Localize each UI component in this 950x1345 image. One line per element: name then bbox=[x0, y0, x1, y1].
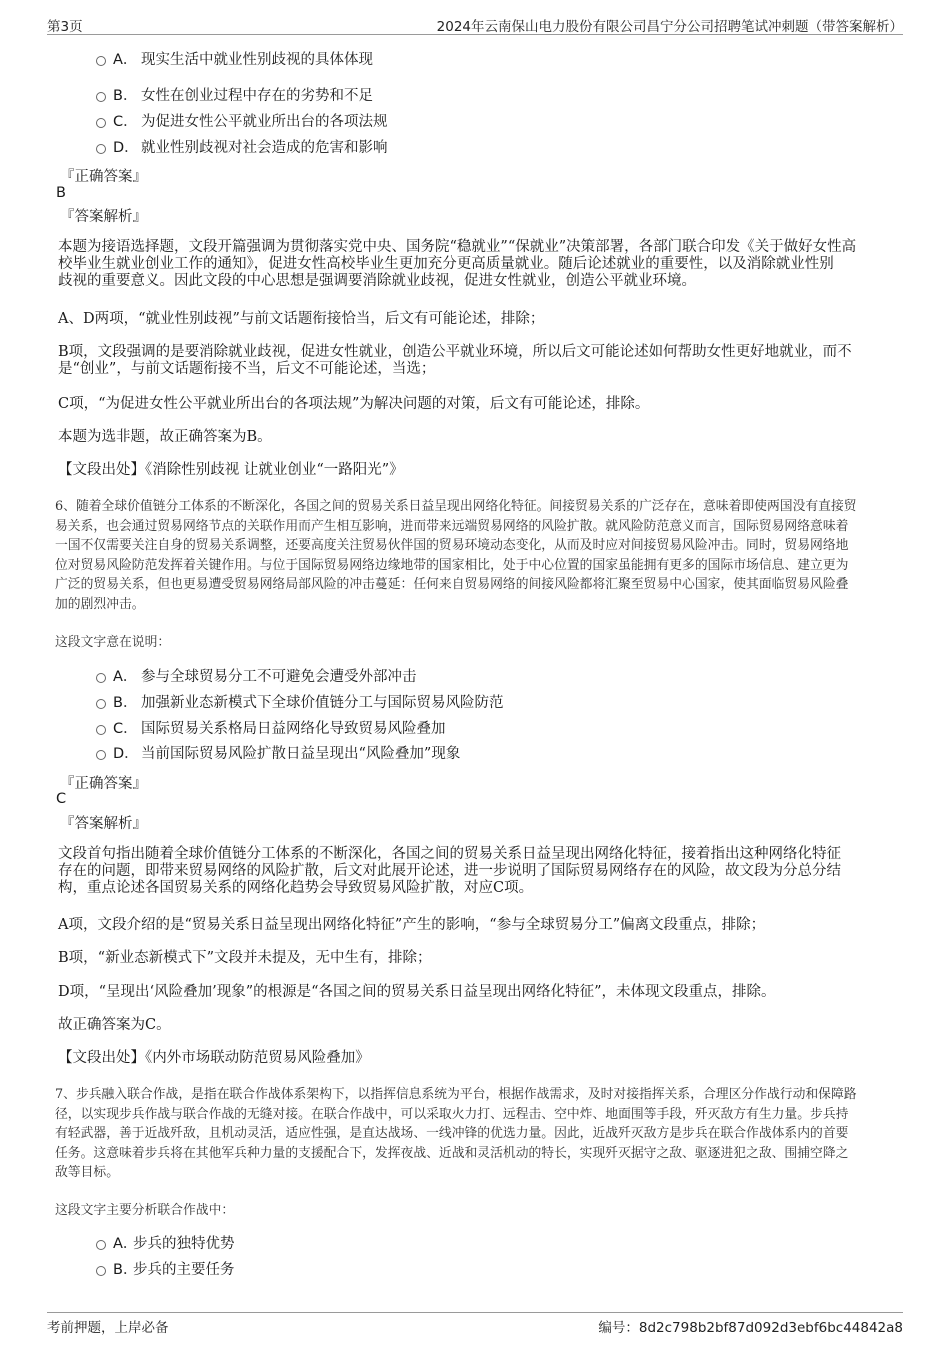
q6-option-b[interactable]: B． 加强新业态新模式下全球价值链分工与国际贸易风险防范 bbox=[96, 693, 504, 713]
radio-icon[interactable] bbox=[96, 56, 106, 66]
q6-option-a[interactable]: A． 参与全球贸易分工不可避免会遭受外部冲击 bbox=[96, 667, 417, 687]
q6-answer: C bbox=[56, 791, 67, 807]
page-footer bbox=[47, 1312, 903, 1337]
q6-option-c[interactable]: C． 国际贸易关系格局日益网络化导致贸易风险叠加 bbox=[96, 719, 446, 739]
q6-passage: 6、随着全球价值链分工体系的不断深化，各国之间的贸易关系日益呈现出网络化特征。间接贸易关系的广泛存在，意味着即使两国没有直接贸 易关系，也会通过贸易网络节点的关联作用而产生相互影响，进而带来远端贸易网络的风险扩散。就风险防范意义而言，国际贸易网络意味着 一国不仅需要关注自身的贸易关系调整，还要高度关注贸易伙伴国的贸易环境动态变化，从而及时应对间接贸易风险冲击。同时，贸易网络地 位对贸易风险防范发挥着关键作用。与位于国际贸易网络边缘地带的国家相比，处于中心位置的国家虽能拥有更多的国际市场信息、建立更为 广泛的贸易关系，但也更易遭受贸易网络局部风险的冲击蔓延：任何来自贸易网络的间接风险都将汇聚至贸易中心国家，使其面临贸易风险叠 加的剧烈冲击。 bbox=[55, 499, 857, 612]
q5-point-ad: A、D两项，“就业性别歧视”与前文话题衔接恰当，后文有可能论述，排除； bbox=[58, 311, 545, 327]
q5-analysis: 本题为接语选择题，文段开篇强调为贯彻落实党中央、国务院“稳就业”“保就业”决策部署，各部门联合印发《关于做好女性高 校毕业生就业创业工作的通知》，促进女性高校毕业生更加充分更高质量就业。随后论述就业的重要性，以及消除就业性别 歧视的重要意义。因此文段的中心思想是强调要消除就业歧视，促进女性就业，创造公平就业环境。 bbox=[58, 239, 857, 289]
document-title: 2024年云南保山电力股份有限公司昌宁分公司招聘笔试冲刺题（带答案解析） bbox=[436, 19, 903, 35]
q5-option-c[interactable]: C． 为促进女性公平就业所出台的各项法规 bbox=[96, 112, 388, 132]
q5-point-c: C项，“为促进女性公平就业所出台的各项法规”为解决问题的对策，后文有可能论述，排除。 bbox=[58, 396, 650, 412]
radio-icon[interactable] bbox=[96, 144, 106, 154]
q5-answer: B bbox=[56, 185, 66, 201]
q6-option-d[interactable]: D． 当前国际贸易风险扩散日益呈现出“风险叠加”现象 bbox=[96, 744, 460, 764]
q5-analysis-label: 『答案解析』 bbox=[60, 209, 147, 225]
document-id: 编号：8d2c798b2bf87d092d3ebf6bc44842a8 bbox=[598, 1320, 903, 1336]
q5-option-d[interactable]: D． 就业性别歧视对社会造成的危害和影响 bbox=[96, 138, 388, 158]
q7-passage: 7、步兵融入联合作战，是指在联合作战体系架构下，以指挥信息系统为平台，根据作战需求，及时对接指挥关系，合理区分作战行动和保障路 径，以实现步兵作战与联合作战的无缝对接。在联合作战中，可以采取火力打、远程击、空中炸、地面围等手段，歼灭敌方有生力量。步兵持 有轻武器，善于近战歼敌，且机动灵活，适应性强，是直达战场、一线冲锋的优选力量。因此，近战歼灭敌方是步兵在联合作战体系内的首要 任务。这意味着步兵将在其他军兵种力量的支援配合下，发挥夜战、近战和灵活机动的特长，实现歼灭据守之敌、驱逐进犯之敌、围捕空降之 敌等目标。 bbox=[55, 1087, 857, 1180]
q6-conclusion: 故正确答案为C。 bbox=[58, 1017, 171, 1033]
radio-icon[interactable] bbox=[96, 699, 106, 709]
q6-prompt: 这段文字意在说明： bbox=[55, 635, 171, 650]
q6-analysis: 文段首句指出随着全球价值链分工体系的不断深化，各国之间的贸易关系日益呈现出网络化特征，接着指出这种网络化特征 存在的问题，即带来贸易网络的风险扩散，后文对此展开论述，进一步说明了国际贸易网络存在的风险，故文段为分总分结 构，重点论述各国贸易关系的网络化趋势会导致贸易风险扩散，对应C项。 bbox=[58, 846, 841, 896]
radio-icon[interactable] bbox=[96, 725, 106, 735]
q5-point-b: B项，文段强调的是要消除就业歧视，促进女性就业，创造公平就业环境，所以后文可能论述如何帮助女性更好地就业，而不 是“创业”，与前文话题衔接不当，后文不可能论述，当选； bbox=[58, 344, 852, 377]
radio-icon[interactable] bbox=[96, 118, 106, 128]
page-header bbox=[47, 12, 903, 35]
q7-prompt: 这段文字主要分析联合作战中： bbox=[55, 1203, 235, 1218]
footer-slogan: 考前押题，上岸必备 bbox=[47, 1320, 169, 1336]
q6-point-b: B项，“新业态新模式下”文段并未提及，无中生有，排除； bbox=[58, 950, 432, 966]
q6-answer-label: 『正确答案』 bbox=[60, 776, 147, 792]
q5-source: 【文段出处】《消除性别歧视 让就业创业“一路阳光”》 bbox=[58, 462, 404, 478]
q5-answer-label: 『正确答案』 bbox=[60, 169, 147, 185]
q6-source: 【文段出处】《内外市场联动防范贸易风险叠加》 bbox=[58, 1050, 370, 1066]
radio-icon[interactable] bbox=[96, 92, 106, 102]
q5-option-b[interactable]: B． 女性在创业过程中存在的劣势和不足 bbox=[96, 86, 373, 106]
radio-icon[interactable] bbox=[96, 673, 106, 683]
q6-point-a: A项，文段介绍的是“贸易关系日益呈现出网络化特征”产生的影响，“参与全球贸易分工”偏离文段重点，排除； bbox=[58, 917, 766, 933]
q7-option-a[interactable]: A．步兵的独特优势 bbox=[96, 1234, 235, 1254]
radio-icon[interactable] bbox=[96, 750, 106, 760]
q7-option-b[interactable]: B．步兵的主要任务 bbox=[96, 1260, 235, 1280]
q5-conclusion: 本题为选非题，故正确答案为B。 bbox=[58, 429, 272, 445]
radio-icon[interactable] bbox=[96, 1266, 106, 1276]
q6-analysis-label: 『答案解析』 bbox=[60, 816, 147, 832]
page-number: 第3页 bbox=[47, 19, 83, 35]
q6-point-d: D项，“呈现出‘风险叠加’现象”的根源是“各国之间的贸易关系日益呈现出网络化特征”，未体现文段重点，排除。 bbox=[58, 984, 776, 1000]
radio-icon[interactable] bbox=[96, 1240, 106, 1250]
q5-option-a[interactable]: A． 现实生活中就业性别歧视的具体体现 bbox=[96, 50, 373, 70]
